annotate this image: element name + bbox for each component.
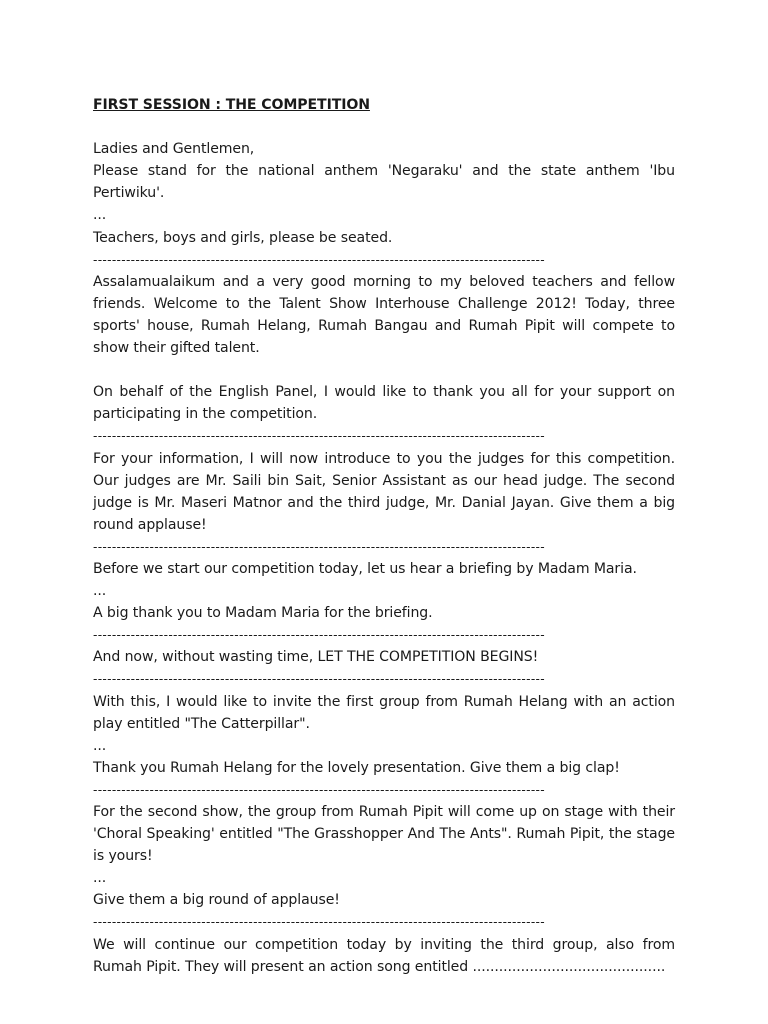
paragraph: Give them a big round of applause!	[93, 892, 340, 909]
section-divider: ------------------------------------------------------------------------------------------------	[93, 782, 545, 797]
paragraph: Teachers, boys and girls, please be seated.	[93, 229, 393, 246]
paragraph: And now, without wasting time, LET THE COMPETITION BEGINS!	[93, 649, 539, 666]
paragraph: Ladies and Gentlemen,	[93, 141, 255, 158]
paragraph: Before we start our competition today, let us hear a briefing by Madam Maria.	[93, 560, 637, 577]
section-divider: ------------------------------------------------------------------------------------------------	[93, 252, 545, 267]
document-page	[93, 94, 675, 978]
document-section	[93, 448, 675, 536]
paragraph: For the second show, the group from Rumah Pipit will come up on stage with their 'Choral Speaking' entitled "The Grasshopper And The Ants". Rumah Pipit, the stage is yours!	[93, 804, 675, 865]
section-divider: ------------------------------------------------------------------------------------------------	[93, 915, 545, 930]
document-section	[93, 646, 675, 668]
paragraph: Please stand for the national anthem 'Negaraku' and the state anthem 'Ibu Pertiwiku'.	[93, 163, 675, 202]
ellipsis-line: ...	[93, 583, 107, 600]
paragraph: With this, I would like to invite the first group from Rumah Helang with an action play entitled "The Catterpillar".	[93, 693, 675, 732]
document-section	[93, 558, 675, 624]
document-section	[93, 934, 675, 978]
paragraph: On behalf of the English Panel, I would like to thank you all for your support on participating in the competition.	[93, 384, 675, 423]
document-title: FIRST SESSION : THE COMPETITION	[93, 97, 370, 113]
document-body	[93, 138, 675, 978]
paragraph: For your information, I will now introduce to you the judges for this competition. Our judges are Mr. Saili bin Sait, Senior Assistant as our head judge. The second judge is Mr. Maseri Matnor and the third judge, Mr. Danial Jayan. Give them a big round applause!	[93, 450, 675, 533]
ellipsis-line: ...	[93, 207, 107, 224]
paragraph: We will continue our competition today by inviting the third group, also from Rumah Pipit. They will present an action song entitled ............................................	[93, 936, 675, 975]
section-divider: ------------------------------------------------------------------------------------------------	[93, 672, 545, 687]
ellipsis-line: ...	[93, 737, 107, 754]
paragraph: Assalamualaikum and a very good morning to my beloved teachers and fellow friends. Welcome to the Talent Show Interhouse Challenge 2012! Today, three sports' house, Rumah Helang, Rumah Bangau and Rumah Pipit will compete to show their gifted talent.	[93, 273, 675, 357]
paragraph: A big thank you to Madam Maria for the briefing.	[93, 605, 433, 622]
paragraph: Thank you Rumah Helang for the lovely presentation. Give them a big clap!	[93, 759, 620, 776]
document-section	[93, 691, 675, 779]
section-divider: ------------------------------------------------------------------------------------------------	[93, 628, 545, 643]
document-section	[93, 271, 675, 426]
section-divider: ------------------------------------------------------------------------------------------------	[93, 539, 545, 554]
paragraph-gap	[93, 359, 675, 381]
document-section	[93, 801, 675, 911]
ellipsis-line: ...	[93, 870, 107, 887]
document-section	[93, 138, 675, 248]
section-divider: ------------------------------------------------------------------------------------------------	[93, 429, 545, 444]
